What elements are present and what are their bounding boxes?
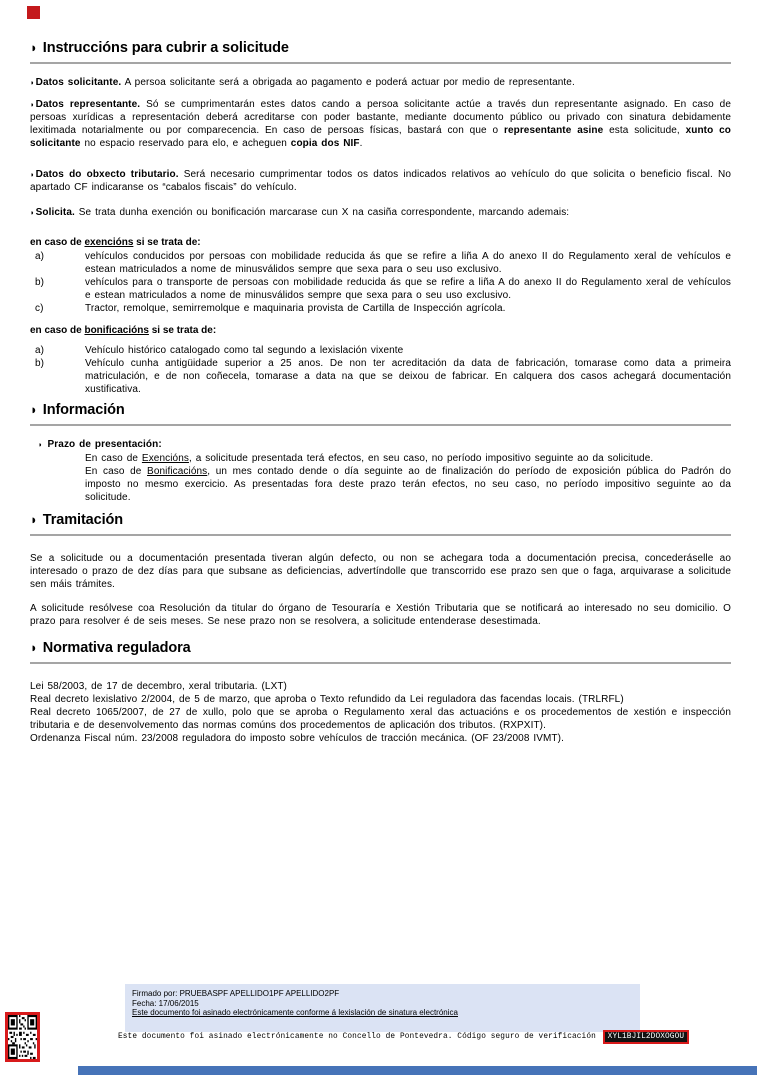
prazo-underlined: Exencións xyxy=(141,453,189,464)
list-item-key: a) xyxy=(35,345,45,356)
signature-signed-by: Firmado por: PRUEBASPF APELLIDO1PF APELLIDO2PF xyxy=(132,989,340,998)
para-body-text: esta solicitude, xyxy=(603,125,686,136)
list-item-key: a) xyxy=(35,251,45,262)
bonificacions-list xyxy=(30,344,731,396)
section-heading-instrucions xyxy=(30,40,731,64)
list-item-text: vehículos para o transporte de persoas con mobilidade reducida ás que se refire a liña A do anexo II do Regulamento xeral de vehículos e estean matriculados a nome de minusválidos sempre que sexa para o seu uso exclusivo. xyxy=(85,277,731,301)
para-datos-representante xyxy=(30,98,731,150)
para-body-text: . xyxy=(359,138,363,149)
bold-copia-dos-nif: copia dos NIF xyxy=(290,138,360,149)
list-header-underlined: exencións xyxy=(84,237,134,248)
prazo-line-exencions xyxy=(85,452,731,465)
normativa-line: Ordenanza Fiscal núm. 23/2008 reguladora do imposto sobre vehículos de tracción mecánica. (OF 23/2008 IVMT). xyxy=(30,733,564,744)
item-bullet-icon: ◗ xyxy=(30,100,35,109)
para-body-solicita: Se trata dunha exención ou bonificación marcarase cun X na casiña correspondente, marcando ademais: xyxy=(74,207,570,218)
item-bullet-icon: ◗ xyxy=(30,170,35,179)
prazo-lines xyxy=(85,452,731,504)
para-prazo-label xyxy=(38,438,731,451)
red-corner-marker-icon xyxy=(27,6,40,19)
para-body-tramitacion-2: A solicitude resólvese coa Resolución da titular do órgano de Tesouraría e Xestión Tributaria que se notificará ao interesado no seu domicilio. O prazo para resolver é de seis meses. Se nese prazo non se resolvera, a solicitude entenderase desestimada. xyxy=(30,603,731,627)
para-tramitacion-2 xyxy=(30,602,731,628)
para-body-datos-solicitante: A persoa solicitante será a obrigada ao pagamento e poderá actuar por medio de representante. xyxy=(121,77,575,88)
section-title-normativa: Normativa reguladora xyxy=(42,640,191,656)
list-item xyxy=(30,302,731,315)
signature-date: Fecha: 17/06/2015 xyxy=(132,998,199,1008)
signature-box xyxy=(125,984,640,1032)
list-header-text: si se trata de: xyxy=(148,325,217,336)
list-header-bonificacions xyxy=(30,324,731,337)
qr-pattern xyxy=(8,1015,37,1059)
prazo-text: , a solicitude presentada terá efectos, en seu caso, no período impositivo seguinte ao da solicitude. xyxy=(188,453,654,464)
para-label-solicita: Solicita. xyxy=(35,207,75,218)
para-body-datos-obxecto: Será necesario cumprimentar todos os datos indicados relativos ao vehículo do que solicita o beneficio fiscal. No apartado CF indicaranse os “cabalos fiscais” do vehículo. xyxy=(30,169,731,193)
list-header-exencions xyxy=(30,236,731,249)
normativa-lines xyxy=(30,680,731,745)
prazo-underlined: Bonificacións xyxy=(147,466,208,477)
item-bullet-icon: ◗ xyxy=(30,78,35,87)
normativa-line: Real decreto lexislativo 2/2004, de 5 de marzo, que aproba o Texto refundido da Lei reguladora das facendas locais. (TRLRFL) xyxy=(30,694,624,705)
section-bullet-icon: ◗ xyxy=(30,40,38,55)
prazo-text: En caso de xyxy=(85,466,148,477)
list-item-text: Tractor, remolque, semirremolque e maquinaria provista de Cartilla de Inspección agrícola. xyxy=(85,303,506,314)
para-datos-obxecto xyxy=(30,168,731,194)
prazo-text: En caso de xyxy=(85,453,142,464)
verification-code: XYL1BJIL2DOXOGOU xyxy=(603,1030,689,1044)
para-label-datos-obxecto: Datos do obxecto tributario. xyxy=(35,169,179,180)
list-item-text: Vehículo cunha antigüidade superior a 25 anos. De non ter acreditación da data de fabricación, tomarase como data a primeira matriculación, e de non coñecela, tomarase a data na que se deixou de fabricar. En calquera dos casos achegará documentación xustificativa. xyxy=(85,358,731,395)
list-item xyxy=(30,357,731,396)
verification-text: Este documento foi asinado electrónicamente no Concello de Pontevedra. Código seguro de verificación xyxy=(118,1033,601,1041)
qr-code xyxy=(5,1012,40,1062)
list-header-text: si se trata de: xyxy=(133,237,201,248)
para-body-tramitacion-1: Se a solicitude ou a documentación presentada tiveran algún defecto, ou non se achegara toda a documentación precisa, concederáselle ao interesado o prazo de dez días para que subsane as deficiencias, advertíndolle que transcorrido ese prazo sen que o faga, arquivarase a solicitude sen máis trámites. xyxy=(30,553,731,590)
para-body-text: Só se cumprimentarán estes datos cando a persoa solicitante actúe a través dun representante asignado. En caso de persoas xurídicas a representación deberá acreditarse con poder bastante, mediante documento público ou privado con sinatura debidamente lexitimada notarialmente ou por comparecencia. En caso de persoas físicas, bastará con que o xyxy=(30,99,731,136)
para-solicita xyxy=(30,206,731,219)
list-item-key: c) xyxy=(35,303,44,314)
list-header-text: en caso de xyxy=(30,325,85,336)
list-item-key: b) xyxy=(35,277,45,288)
para-body-text: no espacio reservado para elo, e acheguen xyxy=(80,138,291,149)
bold-representante-asine: representante asine xyxy=(503,125,604,136)
section-heading-informacion xyxy=(30,402,731,426)
normativa-line: Real decreto 1065/2007, de 27 de xullo, polo que se aproba o Regulamento xeral das actuacións e os procedementos de xestión e inspección tributaria e de desenvolvemento das normas comúns dos procedementos de aplicación dos tributos. (RXPXIT). xyxy=(30,707,731,731)
section-bullet-icon: ◗ xyxy=(30,402,38,417)
section-heading-normativa xyxy=(30,640,731,664)
verification-line xyxy=(118,1028,689,1046)
prazo-text: , un mes contado dende o día seguinte ao de finalización do período de exposición pública do Padrón do imposto no mesmo exercicio. As presentadas fora deste prazo terán efectos, no seu caso, no período impositivo seguinte ao da solicitude. xyxy=(85,466,731,503)
prazo-line-bonificacions xyxy=(85,465,731,504)
para-label-datos-solicitante: Datos solicitante. xyxy=(35,77,122,88)
footer-blue-bar xyxy=(78,1066,757,1075)
normativa-line: Lei 58/2003, de 17 de decembro, xeral tributaria. (LXT) xyxy=(30,681,287,692)
section-heading-tramitacion xyxy=(30,512,731,536)
section-bullet-icon: ◗ xyxy=(30,640,38,655)
list-item xyxy=(30,344,731,357)
section-title-instrucions: Instruccións para cubrir a solicitude xyxy=(42,40,289,56)
list-header-text: en caso de xyxy=(30,237,85,248)
list-item-text: Vehículo histórico catalogado como tal segundo a lexislación vixente xyxy=(85,345,404,356)
prazo-label: Prazo de presentación: xyxy=(47,439,162,450)
list-item-text: vehículos conducidos por persoas con mobilidade reducida ás que se refire a liña A do anexo II do Regulamento xeral de vehículos e estean matriculados a nome de minusválidos sempre que sexa para o seu uso exclusivo. xyxy=(85,251,731,275)
exencions-list xyxy=(30,250,731,315)
para-tramitacion-1 xyxy=(30,552,731,591)
section-bullet-icon: ◗ xyxy=(30,512,38,527)
list-item xyxy=(30,276,731,302)
para-datos-solicitante xyxy=(30,76,731,89)
para-label-datos-representante: Datos representante. xyxy=(35,99,141,110)
section-title-tramitacion: Tramitación xyxy=(42,512,124,528)
list-item xyxy=(30,250,731,276)
item-bullet-icon: ◗ xyxy=(38,440,43,449)
signature-notice: Este documento foi asinado electrónicamente conforme á lexislación de sinatura electrónica xyxy=(132,1008,458,1017)
list-header-underlined: bonificacións xyxy=(84,325,149,336)
item-bullet-icon: ◗ xyxy=(30,208,35,217)
bold-xunto-co-solicitante: xunto co solicitante xyxy=(30,125,731,149)
section-title-informacion: Información xyxy=(42,402,125,418)
list-item-key: b) xyxy=(35,358,45,369)
